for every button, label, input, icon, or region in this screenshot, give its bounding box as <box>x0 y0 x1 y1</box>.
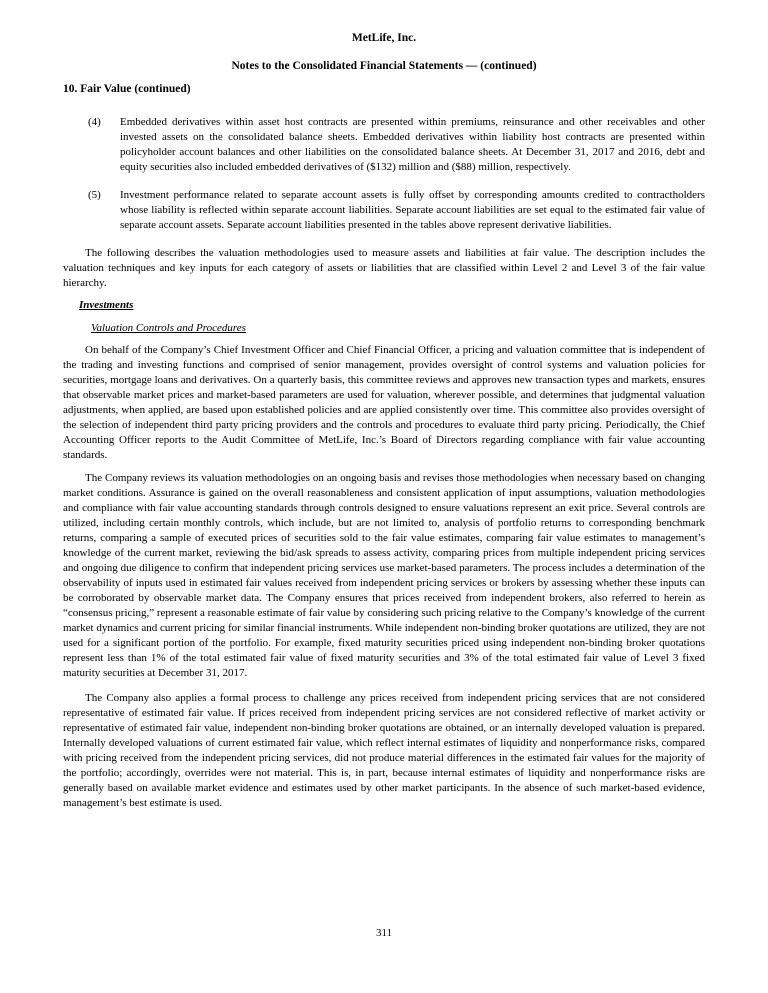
footnote-4 <box>63 115 705 175</box>
intro-paragraph: The following describes the valuation methodologies used to measure assets and liabilities at fair value. The description includes the valuation techniques and key inputs for each category of assets or liabilities that are classified within Level 2 and Level 3 of the fair value hierarchy. <box>63 247 705 289</box>
page-number: 311 <box>375 927 393 939</box>
footnote-5 <box>63 188 705 233</box>
body-paragraph-valuation-review: The Company reviews its valuation methodologies on an ongoing basis and revises those methodologies when necessary based on changing market conditions. Assurance is gained on the overall reasonableness and consistent application of input assumptions, valuation methodologies and compliance with fair value accounting standards through controls designed to ensure valuations represent an exit price. Several controls are utilized, including certain monthly controls, which include, but are not limited to, analysis of portfolio returns to corresponding benchmark returns, comparing a sample of executed prices of securities sold to the fair value estimates, comparing fair value estimates to management’s knowledge of the current market, reviewing the bid/ask spreads to assess activity, comparing prices from multiple independent pricing services and ongoing due diligence to confirm that independent pricing services use market-based parameters. The process includes a determination of the observability of inputs used in estimated fair values received from independent pricing services or brokers by assessing whether these inputs can be corroborated by observable market data. The Company ensures that prices received from independent brokers, also referred to herein as “consensus pricing,” represent a reasonable estimate of fair value by considering such pricing relative to the Company’s knowledge of the current market dynamics and current pricing for similar financial instruments. While independent non-binding broker quotations are utilized, they are not used for a significant portion of the portfolio. For example, fixed maturity securities priced using independent non-binding broker quotations represent less than 1% of the total estimated fair value of fixed maturity securities and 3% of the total estimated fair value of Level 3 fixed maturity securities at December 31, 2017. <box>63 472 705 679</box>
investments-heading: Investments <box>79 299 134 311</box>
footnote-5-text: Investment performance related to separate account assets is fully offset by corresponding amounts credited to contractholders whose liability is reflected within separate account liabilities. Separate account liabilities are set equal to the estimated fair value of separate account assets. Separate account liabilities presented in the tables above represent derivative liabilities. <box>120 189 705 231</box>
valuation-controls-heading: Valuation Controls and Procedures <box>91 322 246 334</box>
notes-subtitle: Notes to the Consolidated Financial Statements — (continued) <box>231 60 537 72</box>
company-title: MetLife, Inc. <box>351 32 417 44</box>
footnote-4-number: (4) <box>88 116 101 128</box>
body-paragraph-price-challenge: The Company also applies a formal process to challenge any prices received from independent pricing services that are not considered representative of estimated fair value. If prices received from independent pricing services are not considered reflective of market activity or representative of estimated fair value, independent non-binding broker quotations are obtained, or an internally developed valuation is prepared. Internally developed valuations of current estimated fair value, which reflect internal estimates of liquidity and nonperformance risks, compared with pricing received from the independent pricing services, did not produce material differences in the estimated fair values for the majority of the portfolio; accordingly, overrides were not material. This is, in part, because internal estimates of liquidity and nonperformance risks are generally based on available market evidence and estimates used by other market participants. In the absence of such market-based evidence, management’s best estimate is used. <box>63 692 705 809</box>
footnote-5-number: (5) <box>88 189 101 201</box>
section-heading-fair-value: 10. Fair Value (continued) <box>63 83 191 95</box>
body-paragraph-pricing-committee: On behalf of the Company’s Chief Investment Officer and Chief Financial Officer, a pricing and valuation committee that is independent of the trading and investing functions and comprised of senior management, provides oversight of control systems and valuation policies for securities, mortgage loans and derivatives. On a quarterly basis, this committee reviews and approves new transaction types and markets, ensures that observable market prices and market-based parameters are used for valuation, wherever possible, and determines that judgmental valuation adjustments, when applied, are based upon established policies and are applied consistently over time. This committee also provides oversight of the selection of independent third party pricing providers and the controls and procedures to evaluate third party pricing. Periodically, the Chief Accounting Officer reports to the Audit Committee of MetLife, Inc.’s Board of Directors regarding compliance with fair value accounting standards. <box>63 344 705 461</box>
footnote-4-text: Embedded derivatives within asset host contracts are presented within premiums, reinsurance and other receivables and other invested assets on the consolidated balance sheets. Embedded derivatives within liability host contracts are presented within policyholder account balances and other liabilities on the consolidated balance sheets. At December 31, 2017 and 2016, debt and equity securities also included embedded derivatives of ($132) million and ($88) million, respectively. <box>120 116 705 173</box>
